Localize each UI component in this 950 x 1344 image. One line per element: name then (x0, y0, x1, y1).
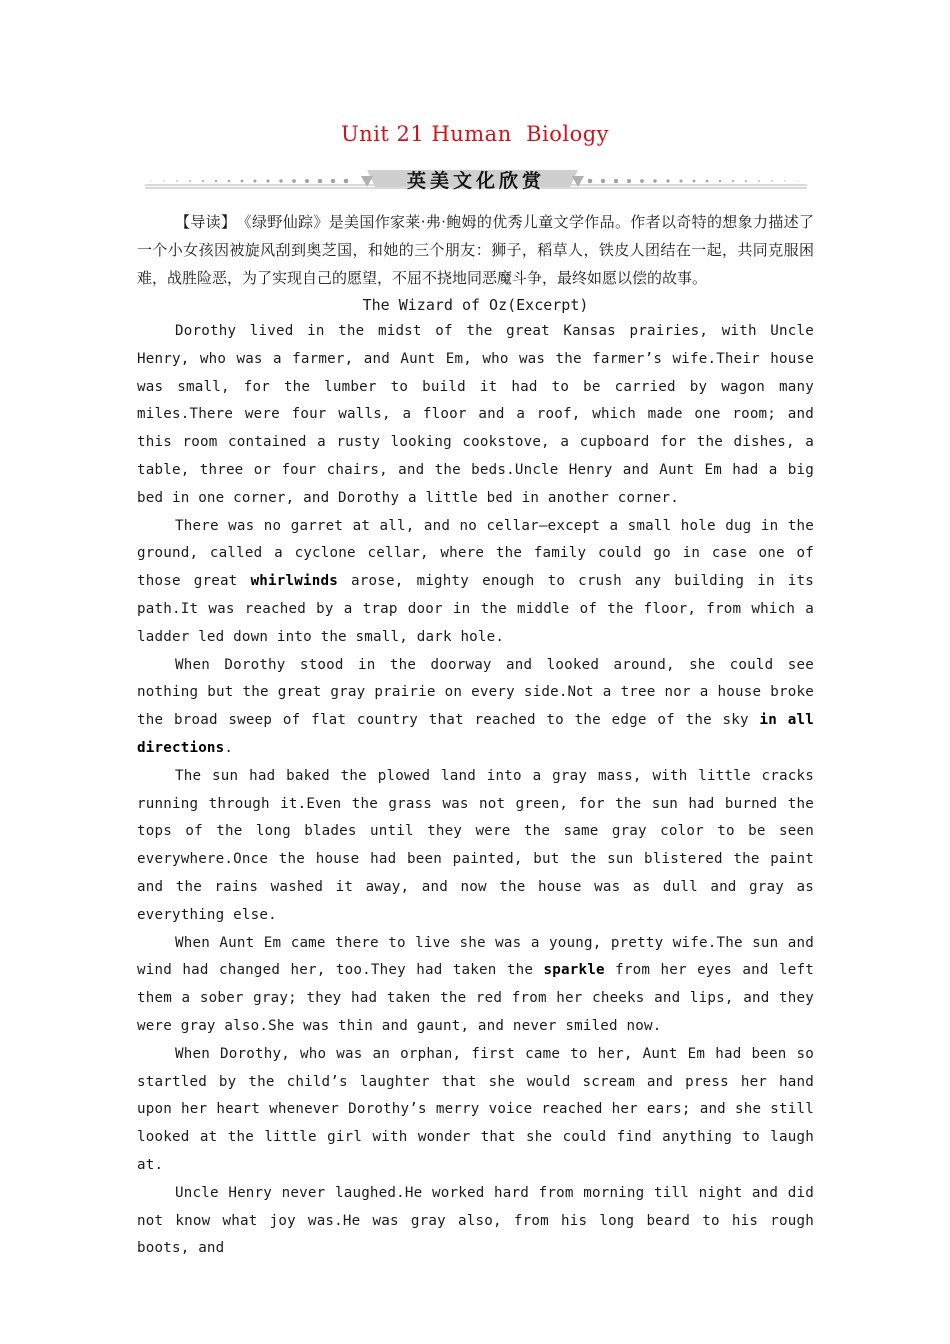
paragraph-text: arose, mighty enough to crush any building in its path.It was reached by a trap door in the middle of the floor, from which a ladder led down into the small, dark hole. (137, 573, 814, 645)
article-body (137, 208, 814, 1263)
paragraph-text: When Aunt Em came there to live she was a young, pretty wife.The sun and wind had changed her, too.They had taken the (137, 934, 814, 979)
highlighted-word: sparkle (543, 962, 605, 979)
story-paragraph (137, 763, 814, 930)
paragraph-text: Dorothy lived in the midst of the great Kansas prairies, with Uncle Henry, who was a farmer, and Aunt Em, who was the farmer’s wife.Their house was small, for the lumber to build it had to be carried by wagon many miles.There were four walls, a floor and a roof, which made one room; and this room contained a rusty looking cookstove, a cupboard for the dishes, a table, three or four chairs, and the beds.Uncle Henry and Aunt Em had a big bed in one corner, and Dorothy a little bed in another corner. (137, 323, 814, 506)
story-paragraph (137, 1180, 814, 1263)
paragraph-text: There was no garret at all, and no cellar—except a small hole dug in the ground, called a cyclone cellar, where the family could go in case one of those great (137, 517, 814, 590)
highlighted-word: in all directions (137, 712, 814, 756)
story-paragraphs (137, 318, 814, 1263)
intro-paragraph: 【导读】 《绿野仙踪》是美国作家莱·弗·鲍姆的优秀儿童文学作品。作者以奇特的想象力描述了一个小女孩因被旋风刮到奥芝国，和她的三个朋友：狮子，稻草人，铁皮人团结在一起，共同克服困难，战胜险恶，为了实现自己的愿望，不屈不挠地同恶魔斗争，最终如愿以偿的故事。 (137, 213, 814, 287)
banner-title: 英美文化欣赏 (406, 170, 545, 192)
section-banner (145, 165, 807, 193)
paragraph-text: Uncle Henry never laughed.He worked hard from morning till night and did not know what joy was.He was gray also, from his long beard to his rough boots, and (137, 1184, 814, 1257)
paragraph-text: When Dorothy, who was an orphan, first came to her, Aunt Em had been so startled by the child’s laughter that she would scream and press her hand upon her heart whenever Dorothy’s merry voice reached her ears; and she still looked at the little girl with wonder that she could find anything to laugh at. (137, 1045, 814, 1173)
story-paragraph (137, 318, 814, 513)
paragraph-text: When Dorothy stood in the doorway and looked around, she could see nothing but the great gray prairie on every side.Not a tree nor a house broke the broad sweep of flat country that reached to the edge of the sky (137, 656, 814, 729)
story-paragraph (137, 1041, 814, 1180)
unit-title: Unit 21 Human Biology (340, 122, 610, 146)
story-title: The Wizard of Oz(Excerpt) (362, 296, 589, 314)
story-paragraph (137, 930, 814, 1041)
story-paragraph (137, 513, 814, 652)
paragraph-text: . (224, 739, 234, 756)
story-paragraph (137, 652, 814, 763)
paragraph-text: from her eyes and left them a sober gray; they had taken the red from her cheeks and lips, and they were gray also.She was thin and gaunt, and never smiled now. (137, 962, 815, 1034)
paragraph-text: The sun had baked the plowed land into a gray mass, with little cracks running through it.Even the grass was not green, for the sun had burned the tops of the long blades until they were the same gray color to be seen everywhere.Once the house had been painted, but the sun blistered the paint and the rains washed it away, and now the house was as dull and gray as everything else. (137, 767, 814, 923)
highlighted-word: whirlwinds (250, 573, 338, 590)
